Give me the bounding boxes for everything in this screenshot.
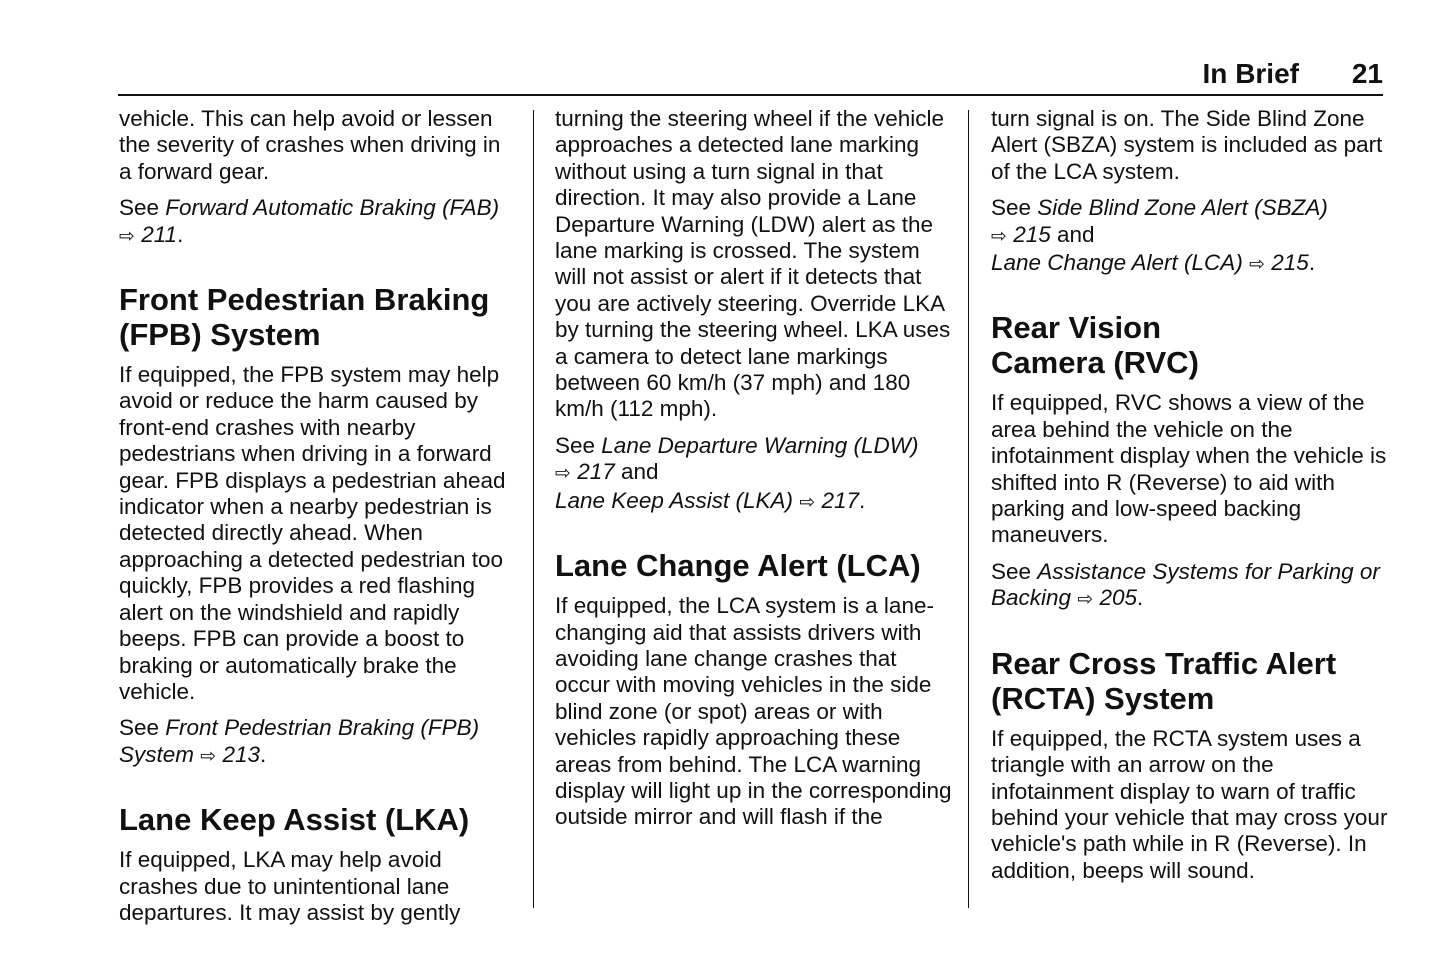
paragraph: If equipped, the FPB system may help avoid or reduce the harm caused by front-end crashes with nearby pedestrians when driving in a forward gear. FPB displays a pedestrian ahead indicator when a nearby pedestrian is detected directly ahead. When approaching a detected pedestrian too quickly, FPB provides a red flashing alert on the windshield and rapidly beeps. FPB can provide a boost to braking or automatically brake the vehicle. [119,362,506,704]
page-arrow-icon: ⇨ [1077,589,1094,611]
see-reference: See Assistance Systems for Parking or Backing ⇨ 205. [991,558,1380,611]
page-arrow-icon: ⇨ [991,225,1007,247]
paragraph: If equipped, the LCA system is a lane-changing aid that assists drivers with avoiding lane change crashes that occur with moving vehicles in the side blind zone (or spot) areas or with vehicles rapidly approaching these areas from behind. The LCA warning display will light up in the corresponding outside mirror and will flash if the [555,593,952,830]
cross-reference-link[interactable]: Forward Automatic Braking (FAB) [165,195,500,221]
see-reference: See Front Pedestrian Braking (FPB) System ⇨ 213. [119,715,480,767]
heading-rear-vision-camera: Rear Vision Camera (RVC) [991,310,1199,381]
heading-lane-keep-assist: Lane Keep Assist (LKA) [119,802,470,838]
page-reference[interactable]: 205 [1099,585,1138,611]
cross-reference-link[interactable]: Lane Change Alert (LCA) [991,250,1243,276]
paragraph: If equipped, LKA may help avoid crashes due to unintentional lane departures. It may assist by gently [119,847,461,925]
see-reference: See Lane Departure Warning (LDW) ⇨ 217 and Lane Keep Assist (LKA) ⇨ 217. [555,432,919,513]
heading-lane-change-alert: Lane Change Alert (LCA) [555,548,921,584]
section-title: In Brief [1202,58,1299,89]
page-arrow-icon: ⇨ [200,745,217,767]
cross-reference-link[interactable]: Assistance Systems for Parking or Backing [991,558,1380,611]
page-reference[interactable]: 213 [222,741,261,767]
page-number: 21 [1351,58,1383,89]
see-reference: See Side Blind Zone Alert (SBZA) ⇨ 215 and Lane Change Alert (LCA) ⇨ 215. [991,195,1328,276]
column-2 [555,106,955,831]
page-reference[interactable]: 217 [577,459,615,485]
heading-front-pedestrian-braking: Front Pedestrian Braking (FPB) System [119,282,490,353]
heading-rear-cross-traffic-alert: Rear Cross Traffic Alert (RCTA) System [991,645,1337,716]
column-3 [991,106,1391,884]
paragraph: vehicle. This can help avoid or lessen the severity of crashes when driving in a forward gear. [119,106,501,184]
page-arrow-icon: ⇨ [1249,254,1265,276]
page-reference[interactable]: 211 [141,221,178,247]
column-divider [533,110,534,908]
page-reference[interactable]: 217 [821,487,860,513]
page-reference[interactable]: 215 [1013,221,1051,247]
paragraph: If equipped, RVC shows a view of the area behind the vehicle on the infotainment display when the vehicle is shifted into R (Reverse) to aid with parking and low-speed backing maneuvers. [991,390,1387,548]
paragraph: turning the steering wheel if the vehicle approaches a detected lane marking without using a turn signal in that direction. It may also provide a Lane Departure Warning (LDW) alert as the lane marking is crossed. The system will not assist or alert if it detects that you are actively steering. Override LKA by turning the steering wheel. LKA uses a camera to detect lane markings between 60 km/h (37 mph) and 180 km/h (112 mph). [555,106,951,422]
cross-reference-link[interactable]: Side Blind Zone Alert (SBZA) [1037,195,1328,221]
page-reference[interactable]: 215 [1271,250,1309,276]
page-arrow-icon: ⇨ [119,225,135,247]
page-arrow-icon: ⇨ [555,463,571,485]
cross-reference-link[interactable]: Lane Keep Assist (LKA) [555,487,794,513]
paragraph: turn signal is on. The Side Blind Zone Alert (SBZA) system is included as part of the LCA system. [991,106,1383,184]
column-1 [119,106,519,926]
cross-reference-link[interactable]: Front Pedestrian Braking (FPB) System [119,715,480,767]
see-reference: See Forward Automatic Braking (FAB) ⇨ 211. [119,195,500,247]
page-arrow-icon: ⇨ [799,491,816,513]
page-header [118,58,1383,96]
cross-reference-link[interactable]: Lane Departure Warning (LDW) [601,432,919,458]
column-divider [968,110,969,908]
paragraph: If equipped, the RCTA system uses a triangle with an arrow on the infotainment display to warn of traffic behind your vehicle that may cross your vehicle's path while in R (Reverse). In addition, beeps will sound. [991,725,1388,883]
